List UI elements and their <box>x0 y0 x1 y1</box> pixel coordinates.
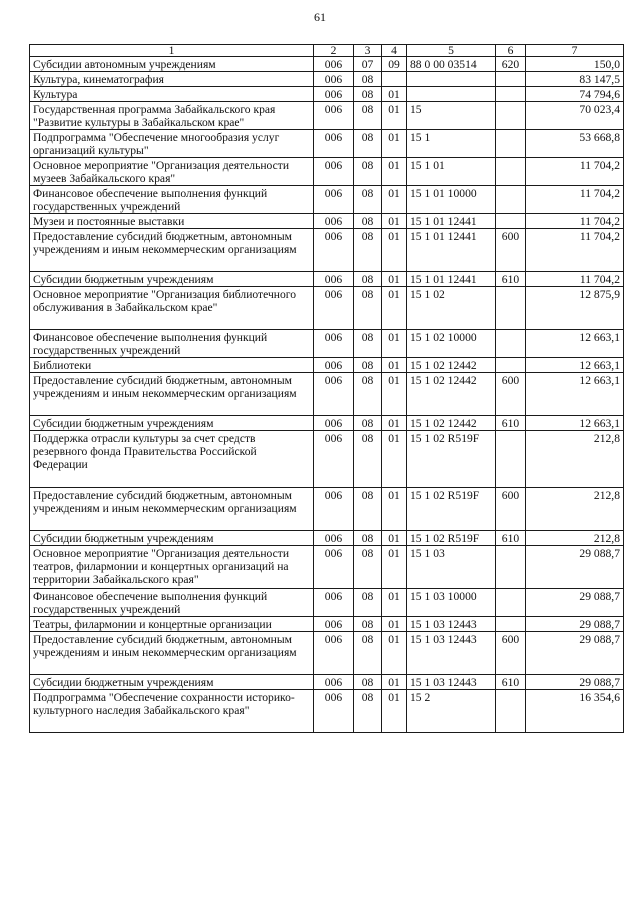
column-header: 4 <box>382 45 407 57</box>
row-expense-type <box>496 214 526 229</box>
column-header: 2 <box>314 45 354 57</box>
row-ministry-code: 006 <box>314 690 354 733</box>
row-section: 08 <box>354 287 382 330</box>
row-section: 08 <box>354 632 382 675</box>
row-subsection: 01 <box>382 87 407 102</box>
row-amount: 74 794,6 <box>526 87 624 102</box>
row-target-article: 15 1 01 <box>407 158 496 186</box>
row-section: 08 <box>354 690 382 733</box>
row-name: Предоставление субсидий бюджетным, автономным учреждениям и иным некоммерческим организациям <box>30 488 314 531</box>
row-amount: 212,8 <box>526 488 624 531</box>
row-expense-type <box>496 72 526 87</box>
table-row <box>30 330 624 358</box>
row-target-article <box>407 87 496 102</box>
row-section: 08 <box>354 416 382 431</box>
table-row <box>30 675 624 690</box>
row-ministry-code: 006 <box>314 373 354 416</box>
row-amount: 29 088,7 <box>526 675 624 690</box>
row-ministry-code: 006 <box>314 546 354 589</box>
row-expense-type <box>496 330 526 358</box>
row-amount: 12 663,1 <box>526 416 624 431</box>
row-section: 08 <box>354 330 382 358</box>
row-target-article: 15 1 03 10000 <box>407 589 496 617</box>
column-header: 1 <box>30 45 314 57</box>
table-row <box>30 488 624 531</box>
row-expense-type: 600 <box>496 632 526 675</box>
row-ministry-code: 006 <box>314 617 354 632</box>
row-amount: 83 147,5 <box>526 72 624 87</box>
row-subsection: 01 <box>382 158 407 186</box>
table-row <box>30 589 624 617</box>
row-amount: 12 875,9 <box>526 287 624 330</box>
row-target-article: 15 1 03 12443 <box>407 617 496 632</box>
row-subsection: 01 <box>382 186 407 214</box>
row-amount: 11 704,2 <box>526 272 624 287</box>
row-expense-type: 600 <box>496 488 526 531</box>
row-name: Финансовое обеспечение выполнения функций государственных учреждений <box>30 330 314 358</box>
row-target-article: 15 1 03 <box>407 546 496 589</box>
row-name: Субсидии автономным учреждениям <box>30 57 314 72</box>
row-section: 08 <box>354 431 382 488</box>
row-name: Театры, филармонии и концертные организации <box>30 617 314 632</box>
row-section: 08 <box>354 87 382 102</box>
row-subsection: 01 <box>382 330 407 358</box>
row-amount: 12 663,1 <box>526 358 624 373</box>
row-amount: 29 088,7 <box>526 617 624 632</box>
row-ministry-code: 006 <box>314 158 354 186</box>
row-ministry-code: 006 <box>314 632 354 675</box>
row-name: Подпрограмма "Обеспечение многообразия услуг организаций культуры" <box>30 130 314 158</box>
row-expense-type: 620 <box>496 57 526 72</box>
row-amount: 11 704,2 <box>526 229 624 272</box>
row-section: 08 <box>354 589 382 617</box>
row-ministry-code: 006 <box>314 287 354 330</box>
row-target-article: 15 1 02 R519F <box>407 488 496 531</box>
row-target-article: 15 1 02 12442 <box>407 373 496 416</box>
row-target-article: 15 1 03 12443 <box>407 632 496 675</box>
row-subsection: 01 <box>382 102 407 130</box>
row-ministry-code: 006 <box>314 272 354 287</box>
table-row <box>30 416 624 431</box>
budget-table <box>29 44 624 733</box>
row-amount: 212,8 <box>526 431 624 488</box>
table-row <box>30 72 624 87</box>
row-amount: 29 088,7 <box>526 546 624 589</box>
row-ministry-code: 006 <box>314 186 354 214</box>
row-name: Предоставление субсидий бюджетным, автономным учреждениям и иным некоммерческим организациям <box>30 632 314 675</box>
row-amount: 12 663,1 <box>526 373 624 416</box>
table-row <box>30 632 624 675</box>
table-row <box>30 431 624 488</box>
row-expense-type <box>496 130 526 158</box>
row-name: Подпрограмма "Обеспечение сохранности историко-культурного наследия Забайкальского края" <box>30 690 314 733</box>
row-ministry-code: 006 <box>314 358 354 373</box>
row-expense-type: 600 <box>496 373 526 416</box>
row-subsection: 01 <box>382 546 407 589</box>
row-expense-type: 610 <box>496 272 526 287</box>
row-name: Субсидии бюджетным учреждениям <box>30 416 314 431</box>
row-target-article: 15 <box>407 102 496 130</box>
table-row <box>30 186 624 214</box>
row-section: 08 <box>354 373 382 416</box>
row-target-article: 15 1 03 12443 <box>407 675 496 690</box>
column-header: 5 <box>407 45 496 57</box>
column-header: 3 <box>354 45 382 57</box>
row-subsection: 01 <box>382 229 407 272</box>
row-ministry-code: 006 <box>314 72 354 87</box>
row-subsection: 01 <box>382 488 407 531</box>
row-target-article: 88 0 00 03514 <box>407 57 496 72</box>
row-subsection: 01 <box>382 431 407 488</box>
row-target-article: 15 1 01 12441 <box>407 214 496 229</box>
table-row <box>30 229 624 272</box>
row-expense-type <box>496 186 526 214</box>
table-row <box>30 287 624 330</box>
row-expense-type <box>496 546 526 589</box>
column-header: 7 <box>526 45 624 57</box>
table-row <box>30 531 624 546</box>
row-ministry-code: 006 <box>314 416 354 431</box>
row-section: 08 <box>354 358 382 373</box>
row-name: Государственная программа Забайкальского края "Развитие культуры в Забайкальском крае" <box>30 102 314 130</box>
row-section: 08 <box>354 675 382 690</box>
row-amount: 11 704,2 <box>526 158 624 186</box>
row-expense-type: 610 <box>496 531 526 546</box>
row-section: 08 <box>354 617 382 632</box>
row-target-article: 15 1 01 12441 <box>407 272 496 287</box>
row-ministry-code: 006 <box>314 102 354 130</box>
row-ministry-code: 006 <box>314 130 354 158</box>
table-row <box>30 617 624 632</box>
row-ministry-code: 006 <box>314 87 354 102</box>
table-row <box>30 272 624 287</box>
row-ministry-code: 006 <box>314 229 354 272</box>
row-name: Предоставление субсидий бюджетным, автономным учреждениям и иным некоммерческим организациям <box>30 373 314 416</box>
row-section: 08 <box>354 158 382 186</box>
row-ministry-code: 006 <box>314 214 354 229</box>
row-expense-type <box>496 690 526 733</box>
row-name: Основное мероприятие "Организация деятельности театров, филармонии и концертных организаций на территории Забайкальского края" <box>30 546 314 589</box>
row-expense-type: 600 <box>496 229 526 272</box>
row-subsection: 01 <box>382 214 407 229</box>
row-target-article: 15 1 02 12442 <box>407 416 496 431</box>
row-expense-type <box>496 158 526 186</box>
row-section: 08 <box>354 531 382 546</box>
table-row <box>30 373 624 416</box>
row-name: Библиотеки <box>30 358 314 373</box>
row-target-article: 15 1 02 12442 <box>407 358 496 373</box>
table-row <box>30 690 624 733</box>
row-expense-type <box>496 589 526 617</box>
row-target-article: 15 1 02 <box>407 287 496 330</box>
table-row <box>30 57 624 72</box>
row-subsection: 01 <box>382 373 407 416</box>
row-ministry-code: 006 <box>314 589 354 617</box>
row-name: Музеи и постоянные выставки <box>30 214 314 229</box>
row-section: 08 <box>354 272 382 287</box>
row-target-article <box>407 72 496 87</box>
row-target-article: 15 1 <box>407 130 496 158</box>
row-amount: 150,0 <box>526 57 624 72</box>
row-amount: 11 704,2 <box>526 186 624 214</box>
row-amount: 53 668,8 <box>526 130 624 158</box>
row-amount: 16 354,6 <box>526 690 624 733</box>
row-amount: 70 023,4 <box>526 102 624 130</box>
row-amount: 29 088,7 <box>526 589 624 617</box>
row-section: 08 <box>354 214 382 229</box>
row-amount: 29 088,7 <box>526 632 624 675</box>
table-row <box>30 158 624 186</box>
row-expense-type <box>496 431 526 488</box>
row-name: Поддержка отрасли культуры за счет средств резервного фонда Правительства Российской Федерации <box>30 431 314 488</box>
row-expense-type <box>496 358 526 373</box>
row-ministry-code: 006 <box>314 431 354 488</box>
table-row <box>30 130 624 158</box>
row-subsection: 01 <box>382 589 407 617</box>
row-name: Субсидии бюджетным учреждениям <box>30 675 314 690</box>
row-subsection: 01 <box>382 617 407 632</box>
row-expense-type: 610 <box>496 416 526 431</box>
row-target-article: 15 1 02 10000 <box>407 330 496 358</box>
row-subsection: 01 <box>382 358 407 373</box>
row-name: Субсидии бюджетным учреждениям <box>30 272 314 287</box>
row-expense-type <box>496 617 526 632</box>
row-subsection: 01 <box>382 272 407 287</box>
row-ministry-code: 006 <box>314 531 354 546</box>
row-section: 08 <box>354 488 382 531</box>
header-row <box>30 45 624 57</box>
row-ministry-code: 006 <box>314 330 354 358</box>
row-target-article: 15 1 02 R519F <box>407 531 496 546</box>
row-subsection: 09 <box>382 57 407 72</box>
table-row <box>30 102 624 130</box>
row-amount: 11 704,2 <box>526 214 624 229</box>
column-header: 6 <box>496 45 526 57</box>
row-ministry-code: 006 <box>314 57 354 72</box>
page-number: 61 <box>314 10 326 24</box>
row-subsection: 01 <box>382 531 407 546</box>
row-expense-type <box>496 87 526 102</box>
row-name: Предоставление субсидий бюджетным, автономным учреждениям и иным некоммерческим организациям <box>30 229 314 272</box>
row-name: Культура, кинематография <box>30 72 314 87</box>
row-name: Основное мероприятие "Организация деятельности музеев Забайкальского края" <box>30 158 314 186</box>
row-amount: 12 663,1 <box>526 330 624 358</box>
row-name: Субсидии бюджетным учреждениям <box>30 531 314 546</box>
row-subsection: 01 <box>382 690 407 733</box>
row-section: 07 <box>354 57 382 72</box>
row-section: 08 <box>354 546 382 589</box>
row-expense-type <box>496 287 526 330</box>
row-name: Финансовое обеспечение выполнения функций государственных учреждений <box>30 589 314 617</box>
row-section: 08 <box>354 102 382 130</box>
row-subsection: 01 <box>382 632 407 675</box>
row-ministry-code: 006 <box>314 675 354 690</box>
row-section: 08 <box>354 130 382 158</box>
row-subsection: 01 <box>382 287 407 330</box>
row-expense-type <box>496 102 526 130</box>
row-name: Основное мероприятие "Организация библиотечного обслуживания в Забайкальском крае" <box>30 287 314 330</box>
table-row <box>30 214 624 229</box>
row-target-article: 15 1 02 R519F <box>407 431 496 488</box>
row-section: 08 <box>354 72 382 87</box>
row-target-article: 15 2 <box>407 690 496 733</box>
row-subsection: 01 <box>382 675 407 690</box>
row-subsection: 01 <box>382 130 407 158</box>
row-target-article: 15 1 01 10000 <box>407 186 496 214</box>
row-amount: 212,8 <box>526 531 624 546</box>
row-target-article: 15 1 01 12441 <box>407 229 496 272</box>
table-row <box>30 358 624 373</box>
table-row <box>30 87 624 102</box>
row-section: 08 <box>354 229 382 272</box>
row-subsection: 01 <box>382 416 407 431</box>
row-name: Финансовое обеспечение выполнения функций государственных учреждений <box>30 186 314 214</box>
row-expense-type: 610 <box>496 675 526 690</box>
row-ministry-code: 006 <box>314 488 354 531</box>
row-section: 08 <box>354 186 382 214</box>
row-subsection <box>382 72 407 87</box>
table-row <box>30 546 624 589</box>
row-name: Культура <box>30 87 314 102</box>
